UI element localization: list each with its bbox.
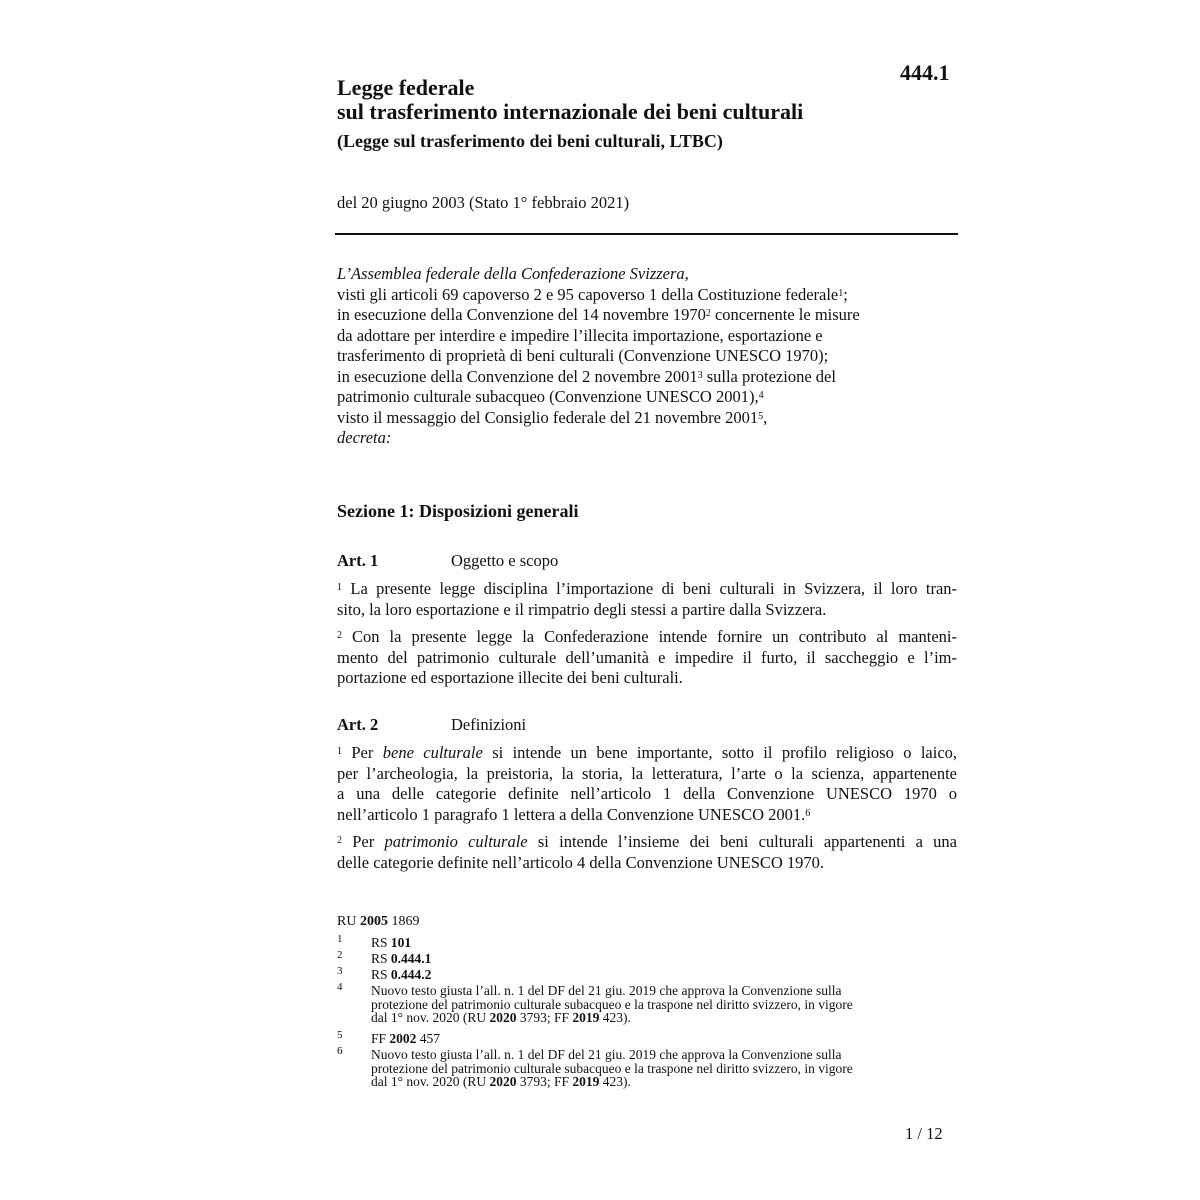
paragraph-number: 2	[337, 835, 342, 846]
article-2-paragraph-2: $^2$ Per patrimonio culturale si intende l’insieme dei beni culturali appartenenti a una delle categorie definite nell’articolo 4 della Convenzione UNESCO 1970.	[337, 832, 957, 872]
footnote-3: 3 RS 0.444.2	[337, 965, 432, 982]
preamble-line: in esecuzione della Convenzione del 14 novembre 1970$^2$ concernente le misure	[337, 305, 860, 324]
footnote-6: 6 Nuovo testo giusta l’all. n. 1 del DF del 21 giu. 2019 che approva la Convenzione sulla protezione del patrimonio culturale subacqueo e la traspone nel diritto svizzero, in vigore dal 1° nov. 2020 (RU 2020 3793; FF 2019 423).	[337, 1045, 853, 1089]
preamble-line: da adottare per interdire e impedire l’illecita importazione, esportazione e	[337, 325, 823, 345]
article-heading-2	[337, 715, 526, 735]
footnote-ref[interactable]: 6	[805, 807, 811, 819]
preamble-decree: decreta:	[337, 428, 392, 447]
section-title: Sezione 1: Disposizioni generali	[337, 501, 579, 521]
paragraph-number: 1	[337, 582, 342, 593]
article-title: Oggetto e scopo	[451, 551, 559, 570]
page-number: 1 / 12	[905, 1124, 943, 1143]
preamble-line: trasferimento di proprietà di beni culturali (Convenzione UNESCO 1970);	[337, 346, 829, 365]
preamble-intro: L’Assemblea federale della Confederazione Svizzera,	[337, 264, 689, 283]
article-number: Art. 1	[337, 551, 379, 570]
footnote-1: 1 RS 101	[337, 933, 412, 950]
document-title-line1: Legge federale	[337, 75, 475, 100]
document-title-line2: sul trasferimento internazionale dei beni culturali	[337, 99, 804, 124]
official-collection-ref: RU 2005 1869	[337, 914, 420, 929]
footnote-ref[interactable]: 2	[705, 308, 711, 319]
footnote-ref[interactable]: 4	[758, 390, 764, 401]
sr-number: 444.1	[900, 60, 950, 85]
header-divider	[335, 233, 958, 235]
paragraph-number: 2	[337, 630, 342, 641]
preamble-line: patrimonio culturale subacqueo (Convenzione UNESCO 2001),$^4$	[337, 387, 764, 406]
article-number: Art. 2	[337, 715, 379, 734]
footnote-5: 5 FF 2002 457	[337, 1029, 441, 1046]
footnote-ref[interactable]: 1	[838, 287, 844, 299]
article-1-paragraph-1: $^1$ La presente legge disciplina l’importazione di beni culturali in Svizzera, il loro tran- sito, la loro esportazione e il rimpatrio degli stessi a partire dalla Svizzera.	[337, 579, 958, 619]
preamble-line: in esecuzione della Convenzione del 2 novembre 2001$^3$ sulla protezione del	[337, 366, 836, 386]
article-title: Definizioni	[451, 715, 527, 734]
preamble	[337, 264, 957, 449]
paragraph-number: 1	[337, 746, 342, 757]
article-2-paragraph-1: $^1$ Per bene culturale si intende un bene importante, sotto il profilo religioso o laico, per l’archeologia, la preistoria, la storia, la letteratura, l’arte o la scienza, appartenente a una delle categorie definite nell’articolo 1 della Convenzione UNESCO 1970 o nell’articolo 1 paragrafo 1 lettera a della Convenzione UNESCO 2001.$^6$	[337, 743, 958, 824]
footnote-ref[interactable]: 3	[697, 369, 703, 381]
preamble-line: visto il messaggio del Consiglio federale del 21 novembre 2001$^5$,	[337, 407, 768, 427]
article-1-paragraph-2: $^2$ Con la presente legge la Confederazione intende fornire un contributo al manteni- mento del patrimonio culturale dell’umanità e impedire il furto, il saccheggio e l’im- portazione ed esportazione illecite dei beni culturali.	[337, 627, 957, 687]
document-short-title: (Legge sul trasferimento dei beni culturali, LTBC)	[337, 131, 723, 151]
footnote-2: 2 RS 0.444.1	[337, 949, 432, 966]
article-heading-1	[337, 551, 558, 571]
document-date: del 20 giugno 2003 (Stato 1° febbraio 2021)	[337, 193, 630, 212]
footnote-4: 4 Nuovo testo giusta l’all. n. 1 del DF del 21 giu. 2019 che approva la Convenzione sulla protezione del patrimonio culturale subacqueo e la traspone nel diritto svizzero, in vigore dal 1° nov. 2020 (RU 2020 3793; FF 2019 423).	[337, 981, 853, 1025]
footnote-ref[interactable]: 5	[758, 410, 764, 422]
preamble-line: visti gli articoli 69 capoverso 2 e 95 capoverso 1 della Costituzione federale$^1$;	[337, 284, 848, 304]
